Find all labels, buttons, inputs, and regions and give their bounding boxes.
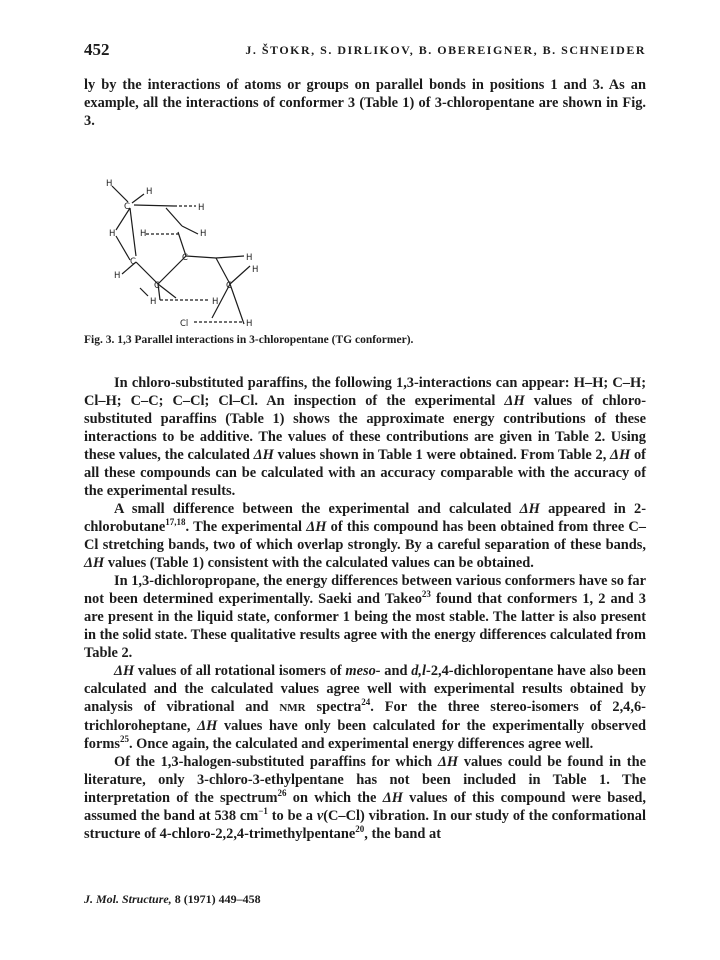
atom-label: C bbox=[154, 281, 160, 291]
journal-citation: 8 (1971) 449–458 bbox=[171, 892, 261, 906]
paragraph: Of the 1,3-halogen-substituted paraffins for which ΔH values could be found in the literature, only 3-chloro-3-ethylpentane has not been included in Table 1. The interpretation of the spectrum$^{26}$ on which the ΔH values of this compound were based, assumed the band at 538 $cm^{-1}$ to be a ν(C–Cl) vibration. In our study of the conformational structure of 4-chloro-2,2,4-trimethylpentane$^{20}$, the band at bbox=[84, 754, 647, 842]
journal-footer bbox=[84, 892, 261, 907]
running-header bbox=[84, 40, 646, 64]
reference-superscript: 26 bbox=[277, 788, 287, 799]
atom-label: H bbox=[106, 179, 113, 189]
paragraph: In chloro-substituted paraffins, the following 1,3-interactions can appear: H–H; C–H; Cl–H; C–C; C–Cl; Cl–Cl. An inspection of the experimental ΔH values of chloro-substituted paraffins (Table 1) shows the approximate energy contributions of these interactions to be additive. The values of these contributions are given in Table 2. Using these values, the calculated ΔH values shown in Table 1 were obtained. From Table 2, ΔH of all these compounds can be calculated with an accuracy comparable with the accuracy of the experimental results. bbox=[84, 375, 646, 499]
atom-label: H bbox=[114, 271, 121, 281]
atom-label: H bbox=[212, 297, 219, 307]
reference-superscript: 23 bbox=[421, 589, 431, 600]
paragraph: A small difference between the experimental and calculated ΔH appeared in 2-chlorobutane$^{17,18}$. The experimental ΔH of this compound has been obtained from three C–Cl stretching bands, two of which overlap strongly. By a careful separation of these bands, ΔH values (Table 1) consistent with the calculated values can be obtained. bbox=[84, 501, 646, 571]
atom-label: H bbox=[252, 265, 259, 275]
atom-label: C bbox=[182, 253, 188, 263]
running-head-authors: J. ŠTOKR, S. DIRLIKOV, B. OBEREIGNER, B. SCHNEIDER bbox=[245, 43, 646, 57]
reference-superscript: 20 bbox=[355, 824, 365, 835]
figure-caption: Fig. 3. 1,3 Parallel interactions in 3-chloropentane (TG conformer). bbox=[84, 334, 414, 346]
atom-label: C bbox=[226, 281, 232, 291]
atom-label: H bbox=[146, 187, 153, 197]
molecule-figure bbox=[84, 176, 344, 326]
intro-paragraph: ly by the interactions of atoms or groups on parallel bonds in positions 1 and 3. As an example, all the interactions of conformer 3 (Table 1) of 3-chloropentane are shown in Fig. 3. bbox=[84, 77, 646, 129]
intro-text bbox=[84, 76, 646, 130]
atom-label: H bbox=[140, 229, 147, 239]
atom-label: C bbox=[124, 202, 130, 212]
journal-name: J. Mol. Structure, bbox=[84, 892, 172, 906]
page-number: 452 bbox=[84, 40, 110, 59]
atom-label: Cl bbox=[180, 319, 189, 326]
atom-label: H bbox=[246, 319, 253, 326]
atom-label: H bbox=[150, 297, 157, 307]
atom-label: H bbox=[246, 253, 253, 263]
reference-superscript: 24 bbox=[361, 697, 371, 708]
unit-superscript: −1 bbox=[258, 806, 268, 817]
atom-label: H bbox=[198, 203, 205, 213]
paragraph: ΔH values of all rotational isomers of meso- and d,l-2,4-dichloropentane have also been calculated and the calculated values agree well with experimental results obtained by analysis of vibrational and NMR spectra$^{24}$. For the three stereo-isomers of 2,4,6-trichloroheptane, ΔH values have only been calculated for the experimentally observed forms$^{25}$. Once again, the calculated and experimental energy differences agree well. bbox=[84, 663, 646, 752]
reference-superscript: 17,18 bbox=[165, 517, 186, 528]
atom-label: H bbox=[109, 229, 116, 239]
paragraph: In 1,3-dichloropropane, the energy differences between various conformers have so far not been determined experimentally. Saeki and Takeo$^{23}$ found that conformers 1, 2 and 3 are present in the liquid state, conformer 1 being the most stable. The latter is also present in the solid state. These qualitative results agree with the energy differences calculated from Table 2. bbox=[84, 573, 646, 661]
atom-label: H bbox=[200, 229, 207, 239]
main-text bbox=[84, 374, 646, 843]
atom-label: C bbox=[130, 257, 136, 267]
reference-superscript: 25 bbox=[119, 734, 129, 745]
